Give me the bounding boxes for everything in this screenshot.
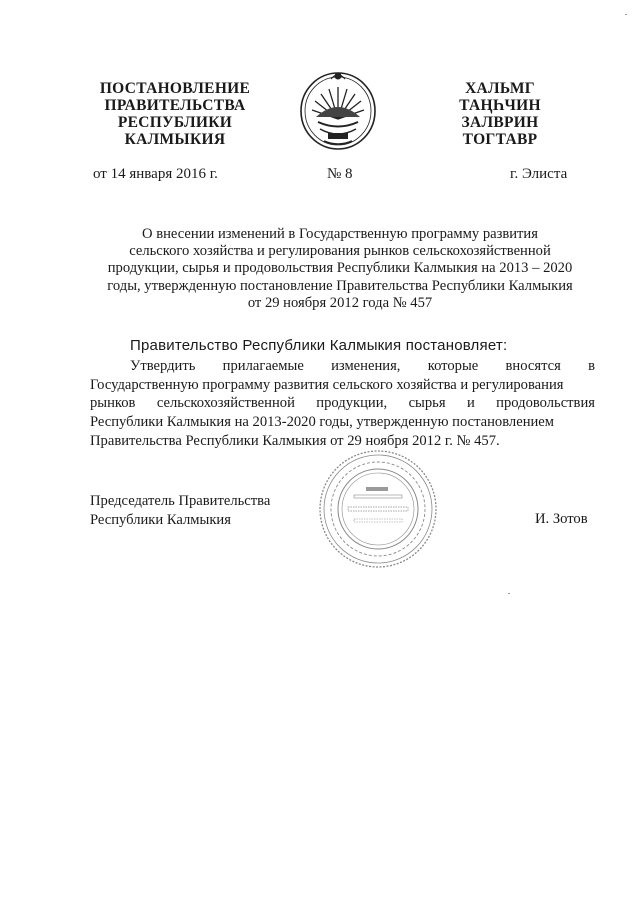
body-line-5: Правительства Республики Калмыкия от 29 ноября 2012 г. № 457. bbox=[90, 432, 500, 449]
body-word: прилагаемые bbox=[222, 358, 304, 374]
document-date: от 14 января 2016 г. bbox=[93, 166, 218, 182]
body-line-1 bbox=[90, 357, 595, 376]
title-line: О внесении изменений в Государственную программу развития bbox=[142, 226, 538, 242]
header-left-russian bbox=[95, 80, 255, 148]
body-line-2: Государственную программу развития сельского хозяйства и регулирования bbox=[90, 376, 564, 393]
header-left-line: ПОСТАНОВЛЕНИЕ bbox=[99, 80, 251, 97]
resolution-intro: Правительство Республики Калмыкия постановляет: bbox=[130, 337, 508, 354]
header-left-line: КАЛМЫКИЯ bbox=[124, 131, 226, 148]
document-title bbox=[100, 226, 580, 312]
header-left-line: РЕСПУБЛИКИ bbox=[117, 114, 233, 131]
signatory-name: И. Зотов bbox=[535, 511, 588, 527]
header-right-line: ТОГТАВР bbox=[462, 131, 538, 148]
body-word: продукции, bbox=[316, 395, 388, 412]
title-line: годы, утвержденную постановление Правительства Республики Калмыкия bbox=[107, 277, 573, 294]
signatory-title bbox=[90, 492, 270, 530]
body-word: Утвердить bbox=[130, 358, 196, 374]
header-right-line: ЗАЛВРИН bbox=[461, 114, 539, 131]
scan-speck bbox=[625, 14, 627, 15]
title-line: сельского хозяйства и регулирования рынков сельскохозяйственной bbox=[129, 243, 551, 260]
official-stamp-icon bbox=[316, 447, 441, 572]
signatory-title-line: Республики Калмыкия bbox=[90, 512, 231, 528]
title-line: от 29 ноября 2012 года № 457 bbox=[247, 294, 433, 311]
body-word: рынков bbox=[90, 395, 136, 412]
header-right-line: ТАҢҺЧИН bbox=[459, 97, 541, 114]
document-number: № 8 bbox=[327, 166, 353, 182]
resolution-body bbox=[90, 357, 595, 451]
body-word: сельскохозяйственной bbox=[156, 395, 295, 412]
body-word: изменения, bbox=[331, 358, 401, 374]
body-word: в bbox=[588, 358, 595, 374]
signatory-title-line: Председатель Правительства bbox=[90, 493, 271, 509]
body-word: продовольствия bbox=[496, 395, 595, 412]
kalmykia-emblem-icon bbox=[298, 67, 378, 151]
title-line: продукции, сырья и продовольствия Республики Калмыкия на 2013 – 2020 bbox=[107, 260, 573, 277]
document-city: г. Элиста bbox=[510, 166, 568, 182]
body-line-4: Республики Калмыкия на 2013-2020 годы, утвержденную постановлением bbox=[90, 414, 555, 431]
header-right-line: ХАЛЬМГ bbox=[465, 80, 535, 97]
body-line-3 bbox=[90, 394, 595, 413]
header-left-line: ПРАВИТЕЛЬСТВА bbox=[104, 97, 246, 114]
body-word: и bbox=[466, 395, 475, 412]
header-right-kalmyk bbox=[445, 80, 555, 148]
body-word: вносятся bbox=[505, 358, 561, 374]
scan-speck bbox=[508, 593, 510, 594]
body-word: которые bbox=[427, 358, 479, 374]
body-word: сырья bbox=[408, 395, 446, 412]
